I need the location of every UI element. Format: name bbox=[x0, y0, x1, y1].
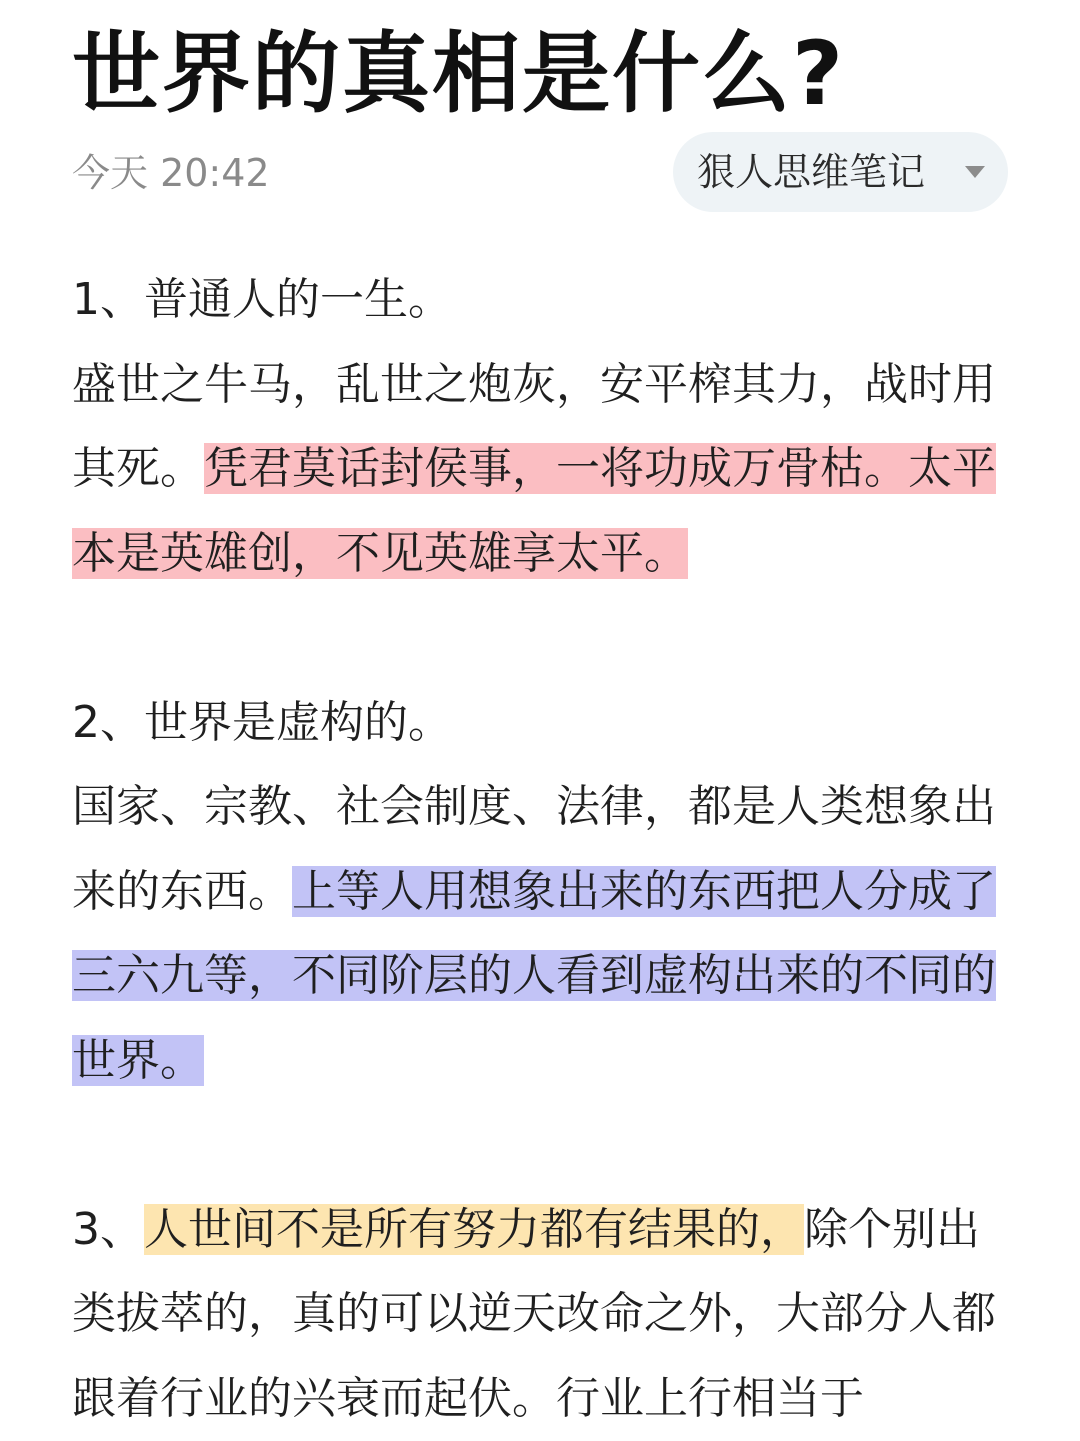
blank-line bbox=[72, 1103, 1008, 1188]
note-body[interactable] bbox=[72, 258, 1008, 1441]
note-timestamp: 今天 20:42 bbox=[72, 148, 270, 198]
section-2-heading: 2、世界是虚构的。 bbox=[72, 681, 1008, 766]
section-2-paragraph bbox=[72, 765, 1008, 1103]
section-3-paragraph bbox=[72, 1188, 1008, 1441]
note-title: 世界的真相是什么? bbox=[72, 18, 845, 130]
chevron-down-icon bbox=[965, 166, 985, 178]
section-3-prefix: 3、 bbox=[72, 1204, 144, 1255]
blank-line bbox=[72, 596, 1008, 681]
folder-selector-button[interactable] bbox=[673, 132, 1008, 212]
section-1-highlight: 凭君莫话封侯事，一将功成万骨枯。太平本是英雄创，不见英雄享太平。 bbox=[72, 443, 996, 579]
section-1-plain-text: 盛世之牛马，乱世之炮灰，安平榨其力，战时用其死。 bbox=[72, 359, 996, 495]
section-1-heading: 1、普通人的一生。 bbox=[72, 258, 1008, 343]
section-3-highlight: 人世间不是所有努力都有结果的， bbox=[144, 1204, 804, 1255]
section-1-paragraph bbox=[72, 343, 1008, 597]
section-2-highlight: 上等人用想象出来的东西把人分成了三六九等，不同阶层的人看到虚构出来的不同的世界。 bbox=[72, 866, 996, 1086]
section-3-plain-text: 除个别出类拔萃的，真的可以逆天改命之外，大部分人都跟着行业的兴衰而起伏。行业上行相当于 bbox=[72, 1204, 996, 1424]
section-2-plain-text: 国家、宗教、社会制度、法律，都是人类想象出来的东西。 bbox=[72, 781, 996, 917]
folder-name: 狠人思维笔记 bbox=[697, 147, 925, 197]
